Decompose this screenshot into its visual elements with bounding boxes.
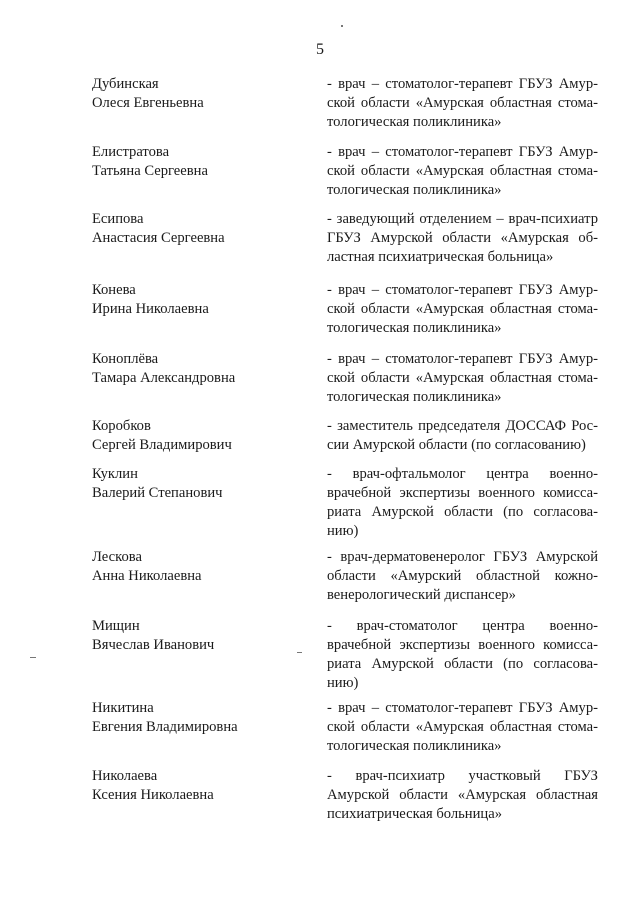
position-line: риата Амурской области (по согласова- — [327, 656, 598, 672]
surname: Коноплёва — [92, 351, 159, 367]
member-name — [92, 281, 307, 319]
member-position — [327, 699, 598, 756]
position-line: области «Амурский областной кожно- — [327, 568, 598, 584]
position-line: - заведующий отделением – врач-психиатр — [327, 211, 598, 227]
position-line: - врач-офтальмолог центра военно- — [327, 466, 598, 482]
given-names: Тамара Александровна — [92, 370, 236, 386]
surname: Николаева — [92, 768, 158, 784]
surname: Коробков — [92, 418, 151, 434]
member-position — [327, 617, 598, 693]
member-position — [327, 210, 598, 267]
member-name — [92, 465, 307, 503]
given-names: Анна Николаевна — [92, 568, 202, 584]
scan-speck — [297, 652, 302, 653]
given-names: Валерий Степанович — [92, 485, 223, 501]
surname: Елистратова — [92, 144, 170, 160]
given-names: Вячеслав Иванович — [92, 637, 215, 653]
member-position — [327, 465, 598, 541]
position-line: тологическая поликлиника» — [327, 389, 502, 405]
member-name — [92, 617, 307, 655]
given-names: Ксения Николаевна — [92, 787, 214, 803]
position-line: психиатрическая больница» — [327, 806, 503, 822]
position-line: - заместитель председателя ДОССАФ Рос- — [327, 418, 598, 434]
position-line: ластная психиатрическая больница» — [327, 249, 554, 265]
position-line: нию) — [327, 675, 359, 691]
member-name — [92, 210, 307, 248]
position-line: тологическая поликлиника» — [327, 182, 502, 198]
member-name — [92, 699, 307, 737]
position-line: нию) — [327, 523, 359, 539]
member-name — [92, 143, 307, 181]
member-position — [327, 350, 598, 407]
position-line: сии Амурской области (по согласованию) — [327, 437, 586, 453]
surname: Конева — [92, 282, 136, 298]
surname: Никитина — [92, 700, 154, 716]
surname: Есипова — [92, 211, 144, 227]
position-line: ской области «Амурская областная стома- — [327, 163, 598, 179]
member-name — [92, 767, 307, 805]
position-line: врачебной экспертизы военного комисса- — [327, 637, 598, 653]
member-position — [327, 548, 598, 605]
given-names: Евгения Владимировна — [92, 719, 238, 735]
member-position — [327, 767, 598, 824]
member-position — [327, 417, 598, 455]
surname: Мищин — [92, 618, 140, 634]
scan-speck — [341, 25, 343, 27]
position-line: - врач – стоматолог-терапевт ГБУЗ Амур- — [327, 282, 598, 298]
position-line: тологическая поликлиника» — [327, 738, 502, 754]
surname: Дубинская — [92, 76, 159, 92]
given-names: Анастасия Сергеевна — [92, 230, 225, 246]
position-line: - врач – стоматолог-терапевт ГБУЗ Амур- — [327, 351, 598, 367]
position-line: врачебной экспертизы военного комисса- — [327, 485, 598, 501]
page-number: 5 — [316, 41, 324, 58]
member-position — [327, 75, 598, 132]
member-name — [92, 417, 307, 455]
given-names: Сергей Владимирович — [92, 437, 232, 453]
surname: Лескова — [92, 549, 142, 565]
surname: Куклин — [92, 466, 138, 482]
given-names: Олеся Евгеньевна — [92, 95, 204, 111]
position-line: ГБУЗ Амурской области «Амурская об- — [327, 230, 598, 246]
position-line: - врач-стоматолог центра военно- — [327, 618, 598, 634]
position-line: риата Амурской области (по согласова- — [327, 504, 598, 520]
position-line: ской области «Амурская областная стома- — [327, 370, 598, 386]
position-line: - врач – стоматолог-терапевт ГБУЗ Амур- — [327, 700, 598, 716]
position-line: - врач – стоматолог-терапевт ГБУЗ Амур- — [327, 76, 598, 92]
position-line: тологическая поликлиника» — [327, 114, 502, 130]
position-line: ской области «Амурская областная стома- — [327, 719, 598, 735]
position-line: - врач-дерматовенеролог ГБУЗ Амурской — [327, 549, 598, 565]
member-position — [327, 281, 598, 338]
position-line: - врач – стоматолог-терапевт ГБУЗ Амур- — [327, 144, 598, 160]
member-name — [92, 548, 307, 586]
member-name — [92, 75, 307, 113]
position-line: ской области «Амурская областная стома- — [327, 95, 598, 111]
position-line: Амурской области «Амурская областная — [327, 787, 598, 803]
position-line: венерологический диспансер» — [327, 587, 516, 603]
scan-speck — [30, 657, 36, 658]
position-line: тологическая поликлиника» — [327, 320, 502, 336]
given-names: Ирина Николаевна — [92, 301, 209, 317]
member-position — [327, 143, 598, 200]
member-name — [92, 350, 307, 388]
position-line: ской области «Амурская областная стома- — [327, 301, 598, 317]
given-names: Татьяна Сергеевна — [92, 163, 208, 179]
position-line: - врач-психиатр участковый ГБУЗ — [327, 768, 598, 784]
